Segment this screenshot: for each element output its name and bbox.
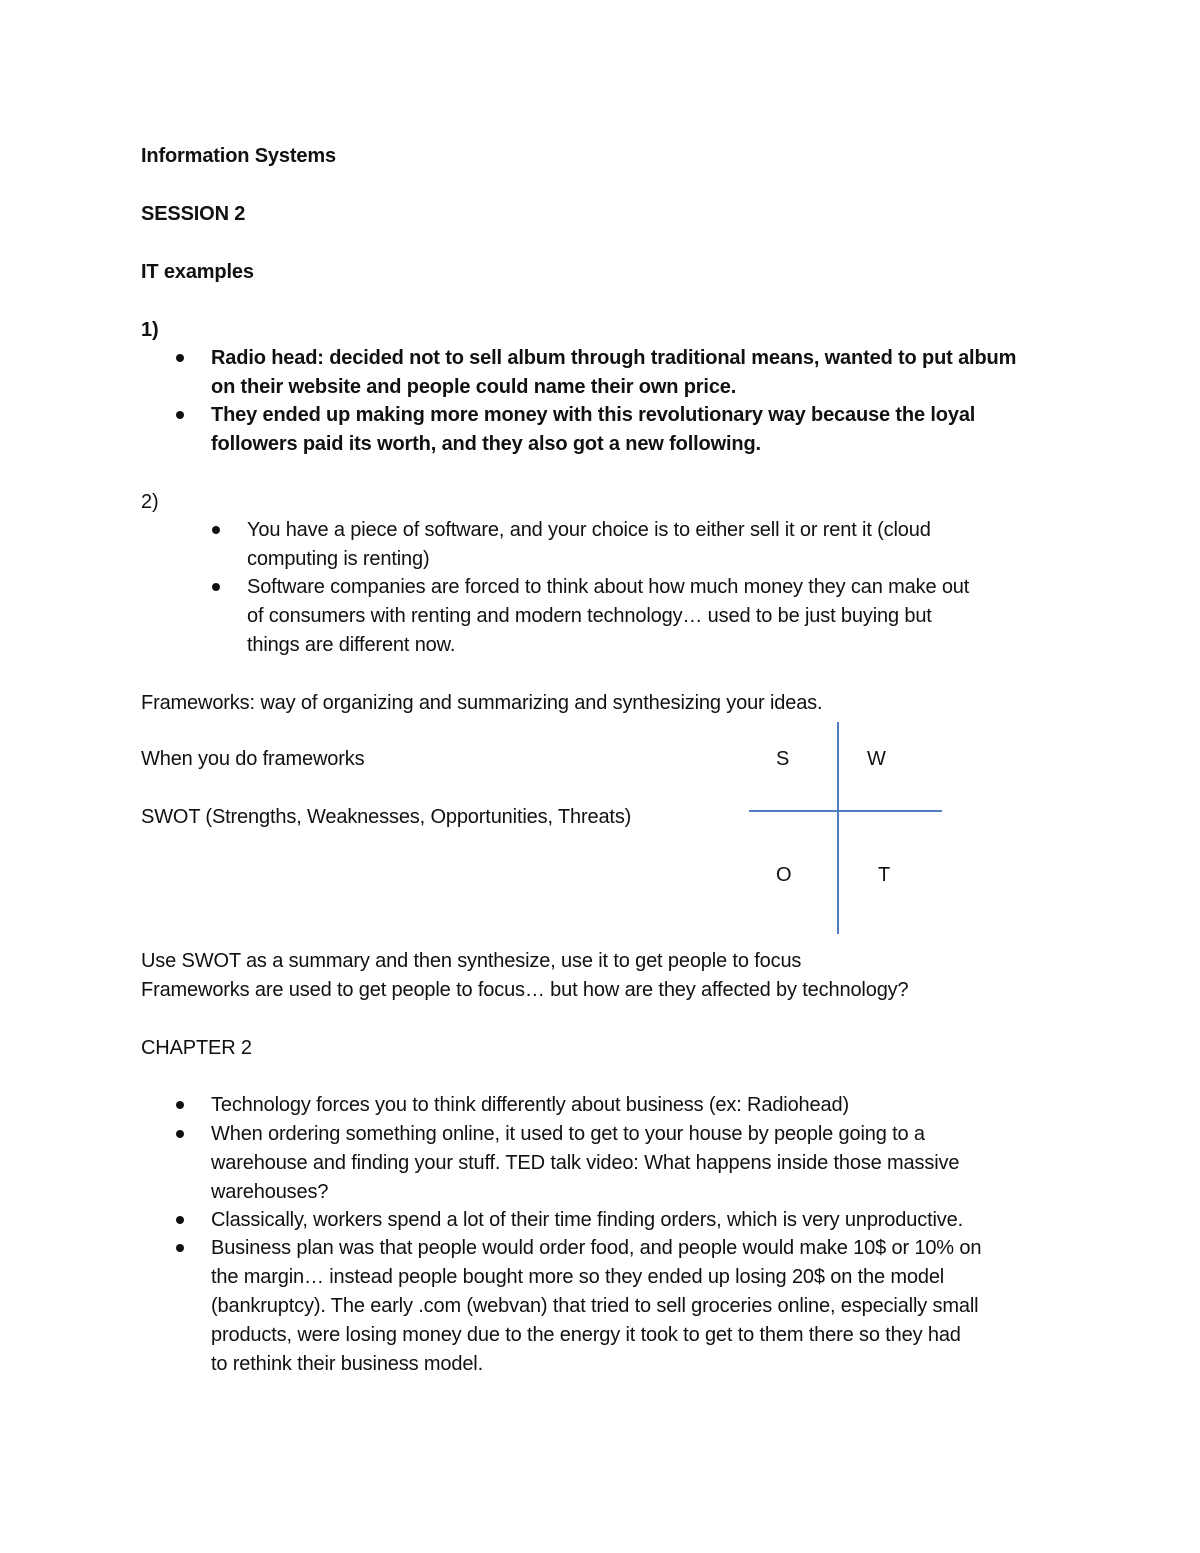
section-heading: IT examples: [141, 261, 254, 283]
bullet-text-line: the margin… instead people bought more so they ended up losing 20$ on the model: [211, 1266, 945, 1288]
bullet-text-line: They ended up making more money with this revolutionary way because the loyal: [211, 404, 976, 426]
bullet-text-line: Technology forces you to think differently about business (ex: Radiohead): [211, 1094, 849, 1116]
bullet-dot-icon: [176, 1101, 184, 1109]
bullet-text-line: on their website and people could name their own price.: [211, 376, 737, 398]
bullet-dot-icon: [176, 1130, 184, 1138]
frameworks-definition: Frameworks: way of organizing and summarizing and synthesizing your ideas.: [141, 692, 823, 714]
swot-opportunities-label: O: [776, 864, 792, 886]
frameworks-when: When you do frameworks: [141, 748, 365, 770]
bullet-text-line: You have a piece of software, and your choice is to either sell it or rent it (cloud: [247, 519, 931, 541]
swot-summary-line: Use SWOT as a summary and then synthesize, use it to get people to focus: [141, 950, 802, 972]
course-title: Information Systems: [141, 145, 336, 167]
bullet-dot-icon: [176, 411, 184, 419]
bullet-text-line: things are different now.: [247, 634, 456, 656]
bullet-dot-icon: [212, 526, 220, 534]
bullet-text-line: warehouses?: [211, 1181, 329, 1203]
bullet-text-line: warehouse and finding your stuff. TED talk video: What happens inside those massive: [211, 1152, 960, 1174]
bullet-text-line: followers paid its worth, and they also got a new following.: [211, 433, 761, 455]
bullet-dot-icon: [176, 354, 184, 362]
bullet-text-line: computing is renting): [247, 548, 430, 570]
swot-strengths-label: S: [776, 748, 790, 770]
bullet-text-line: Radio head: decided not to sell album through traditional means, wanted to put album: [211, 347, 1017, 369]
swot-weaknesses-label: W: [867, 748, 886, 770]
chapter-heading: CHAPTER 2: [141, 1037, 252, 1059]
bullet-text-line: Business plan was that people would order food, and people would make 10$ or 10% on: [211, 1237, 982, 1259]
bullet-text-line: products, were losing money due to the energy it took to get to them there so they had: [211, 1324, 961, 1346]
example-number: 1): [141, 319, 159, 341]
bullet-text-line: When ordering something online, it used to get to your house by people going to a: [211, 1123, 925, 1145]
bullet-dot-icon: [176, 1216, 184, 1224]
swot-summary-line: Frameworks are used to get people to focus… but how are they affected by technology?: [141, 979, 909, 1001]
bullet-text-line: Classically, workers spend a lot of their time finding orders, which is very unproductive.: [211, 1209, 964, 1231]
bullet-text-line: Software companies are forced to think about how much money they can make out: [247, 576, 970, 598]
bullet-dot-icon: [176, 1244, 184, 1252]
bullet-text-line: (bankruptcy). The early .com (webvan) that tried to sell groceries online, especially small: [211, 1295, 979, 1317]
swot-vertical-axis: [837, 722, 839, 934]
bullet-text-line: of consumers with renting and modern technology… used to be just buying but: [247, 605, 932, 627]
bullet-dot-icon: [212, 583, 220, 591]
swot-threats-label: T: [878, 864, 891, 886]
session-label: SESSION 2: [141, 203, 246, 225]
swot-description: SWOT (Strengths, Weaknesses, Opportunities, Threats): [141, 806, 632, 828]
example-number: 2): [141, 491, 159, 513]
swot-horizontal-axis: [749, 810, 942, 812]
bullet-text-line: to rethink their business model.: [211, 1353, 484, 1375]
